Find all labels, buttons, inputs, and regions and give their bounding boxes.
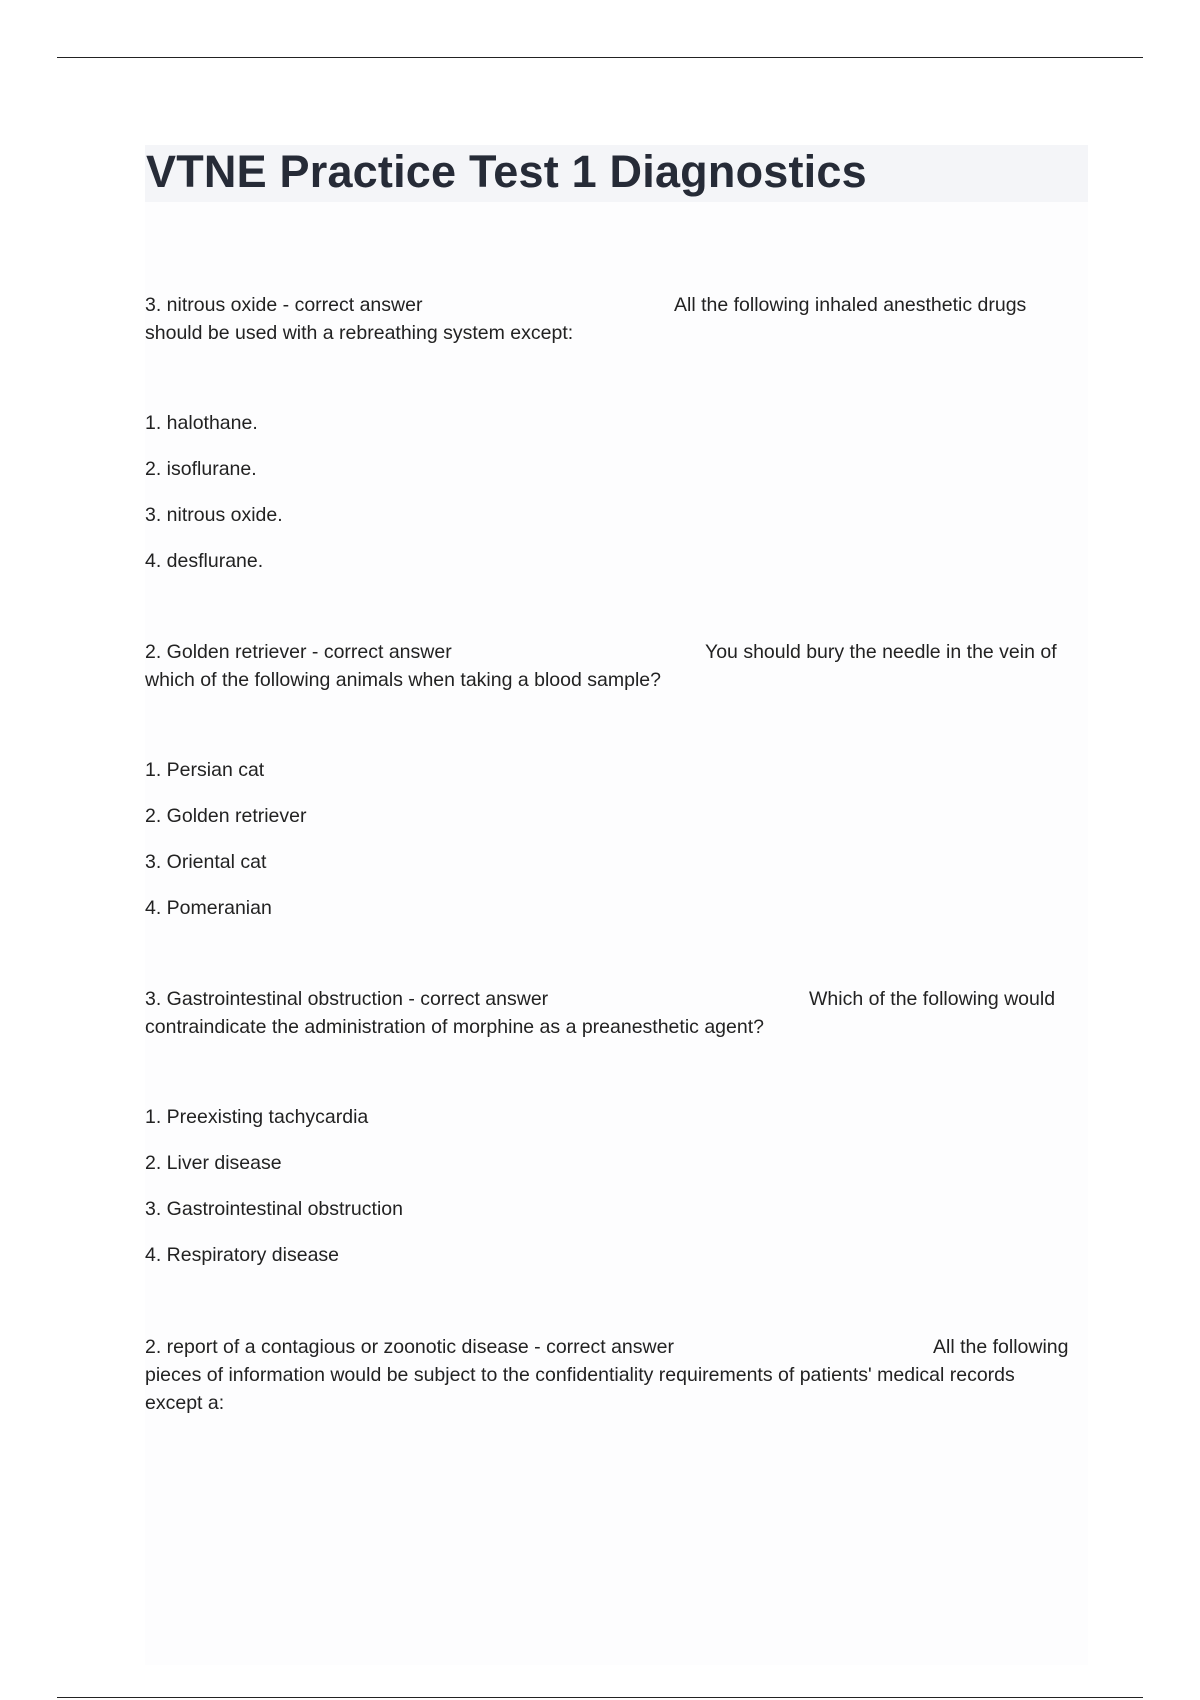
question-stem (145, 1333, 1090, 1417)
answer-option: 2. Liver disease (145, 1152, 282, 1174)
answer-option: 4. Respiratory disease (145, 1244, 340, 1266)
question-prompt-continued: contraindicate the administration of morphine as a preanesthetic agent? (145, 1016, 764, 1038)
answer-option: 4. Pomeranian (145, 897, 272, 919)
question-prompt: All the following (933, 1336, 1069, 1358)
question-prompt-continued: except a: (145, 1392, 225, 1414)
answer-options (145, 1103, 1090, 1287)
correct-answer: 2. report of a contagious or zoonotic disease - correct answer (145, 1336, 674, 1358)
question-prompt-continued: which of the following animals when taking a blood sample? (145, 669, 661, 691)
answer-option: 1. Persian cat (145, 759, 265, 781)
correct-answer: 3. nitrous oxide - correct answer (145, 294, 423, 316)
question-stem (145, 985, 1090, 1041)
page-bottom-rule (57, 1697, 1143, 1698)
question-prompt: Which of the following would (809, 988, 1056, 1010)
answer-option: 1. Preexisting tachycardia (145, 1106, 369, 1128)
correct-answer: 3. Gastrointestinal obstruction - correct answer (145, 988, 549, 1010)
question-block (145, 985, 1090, 1287)
question-prompt-continued: should be used with a rebreathing system except: (145, 322, 574, 344)
page-top-rule (57, 57, 1143, 58)
answer-options (145, 409, 1090, 593)
question-block (145, 291, 1090, 593)
page-title: VTNE Practice Test 1 Diagnostics (146, 146, 867, 197)
question-stem (145, 638, 1090, 694)
answer-option: 3. Oriental cat (145, 851, 267, 873)
question-prompt: You should bury the needle in the vein of (705, 641, 1057, 663)
correct-answer: 2. Golden retriever - correct answer (145, 641, 452, 663)
answer-options (145, 756, 1090, 940)
answer-option: 4. desflurane. (145, 550, 264, 572)
question-stem (145, 291, 1090, 347)
answer-option: 3. Gastrointestinal obstruction (145, 1198, 403, 1220)
answer-option: 2. isoflurane. (145, 458, 257, 480)
answer-option: 1. halothane. (145, 412, 258, 434)
question-block (145, 638, 1090, 940)
question-prompt: All the following inhaled anesthetic drugs (674, 294, 1027, 316)
question-block (145, 1333, 1090, 1417)
question-prompt-continued: pieces of information would be subject to the confidentiality requirements of patients' medical records (145, 1364, 1015, 1386)
answer-option: 2. Golden retriever (145, 805, 307, 827)
answer-option: 3. nitrous oxide. (145, 504, 283, 526)
